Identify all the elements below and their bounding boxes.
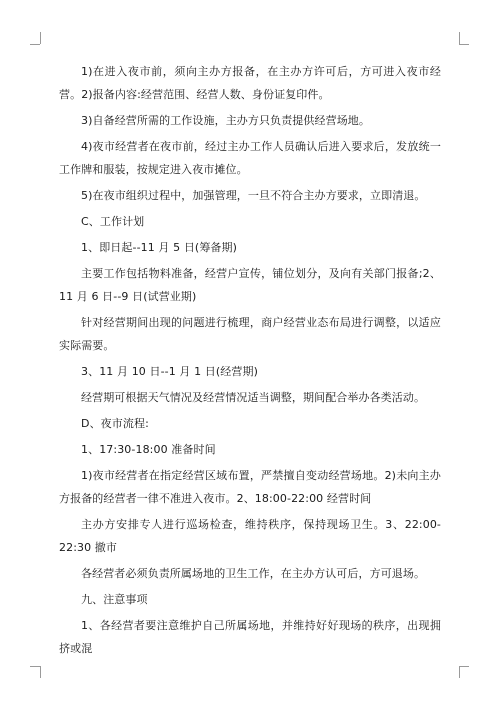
crop-mark-bottom-left-h [30,666,40,667]
paragraph: 3、11 月 10 日--1 月 1 日(经营期) [81,365,258,378]
crop-mark-top-right-v [459,32,460,44]
paragraph: 主要工作包括物料准备，经营户宣传，铺位划分，及向有关部门报备;2、11 月 6 日--9 日(试营业期) [59,267,441,303]
paragraph: 1、各经营者要注意维护自己所属场地，并维持好好现场的秩序，出现拥挤或混 [59,619,441,655]
paragraph: 1)在进入夜市前，须向主办方报备，在主办方许可后，方可进入夜市经营。2)报备内容:经营范围、经营人数、身份证复印件。 [59,65,441,101]
section-heading: 九、注意事项 [81,593,148,606]
section-heading: D、夜市流程: [81,417,149,430]
paragraph: 4)夜市经营者在夜市前，经过主办工作人员确认后进入要求后，发放统一工作牌和服装，按规定进入夜市摊位。 [59,140,441,176]
paragraph: 5)在夜市组织过程中，加强管理，一旦不符合主办方要求，立即清退。 [81,189,426,202]
paragraph: 1、即日起--11 月 5 日(筹备期) [81,241,238,254]
paragraph: 3)自备经营所需的工作设施，主办方只负责提供经营场地。 [81,114,370,127]
document-body [59,60,441,663]
crop-mark-top-left-h [30,44,40,45]
crop-mark-top-right-h [459,44,469,45]
crop-mark-top-left-v [40,32,41,44]
section-heading: C、工作计划 [81,215,145,228]
crop-mark-bottom-right-v [459,666,460,678]
paragraph: 1)夜市经营者在指定经营区域布置，严禁擅自变动经营场地。2)未向主办方报备的经营者一律不准进入夜市。2、18:00-22:00 经营时间 [59,469,441,505]
paragraph: 经营期可根据天气情况及经营情况适当调整，期间配合举办各类活动。 [81,391,426,404]
paragraph: 1、17:30-18:00 准备时间 [81,443,216,456]
paragraph: 各经营者必须负责所属场地的卫生工作，在主办方认可后，方可退场。 [81,567,426,580]
paragraph: 针对经营期间出现的问题进行梳理，商户经营业态布局进行调整，以适应实际需要。 [59,316,441,352]
paragraph: 主办方安排专人进行巡场检查，维持秩序，保持现场卫生。3、22:00-22:30 撤市 [59,518,441,554]
crop-mark-bottom-left-v [40,666,41,678]
crop-mark-bottom-right-h [459,666,469,667]
